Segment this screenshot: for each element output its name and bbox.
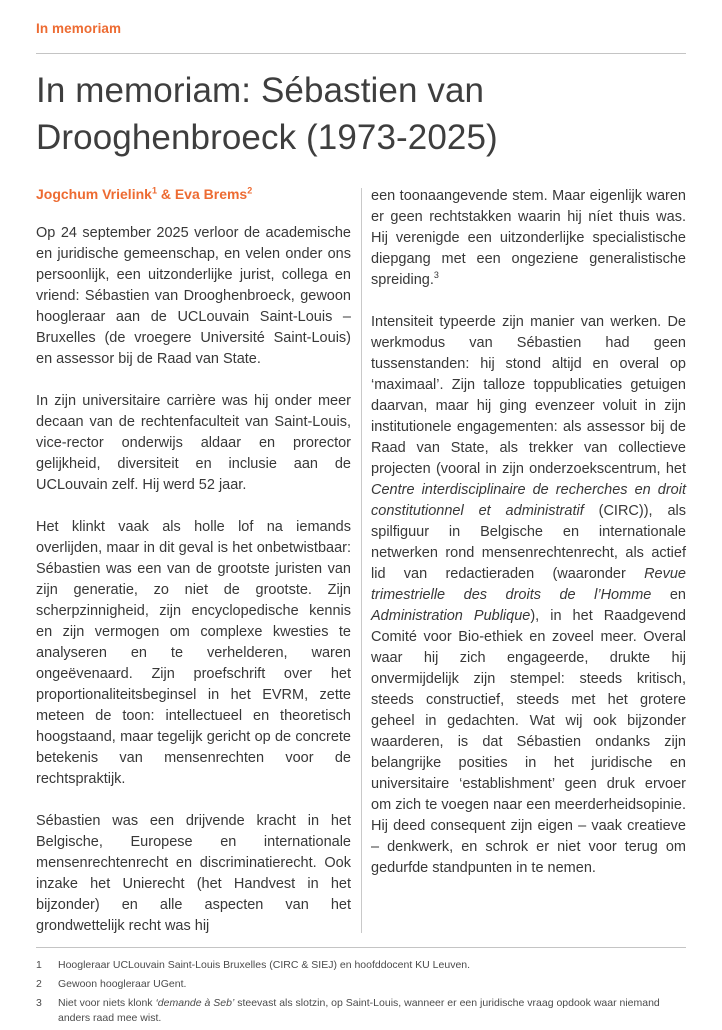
page-title: In memoriam: Sébastien van Drooghenbroeck (1973-2025) bbox=[36, 71, 498, 157]
footnotes-list bbox=[36, 958, 686, 1026]
footnote-text bbox=[58, 958, 686, 973]
footnote bbox=[36, 977, 686, 992]
paragraph bbox=[371, 312, 686, 879]
author-name-1: Jogchum Vrielink bbox=[36, 186, 152, 202]
column-divider bbox=[361, 188, 362, 933]
footnote-number: 2 bbox=[36, 978, 42, 990]
author-name-2: Eva Brems bbox=[174, 186, 248, 202]
text-run: Op 24 september 2025 verloor de academische en juridische gemeenschap, en velen onder ons persoonlijk, een uitzonderlijke jurist, collega en vriend: Sébastien van Drooghenbroeck, gewoon hoogleraar aan de UCLouvain Saint-Louis – Bruxelles (de vroegere Université Saint-Louis) en assessor bij de Raad van State. bbox=[36, 225, 351, 367]
left-column-paragraphs bbox=[36, 223, 351, 937]
text-run: steevast als slotzin, op Saint-Louis, wanneer er een juridische vraag opdook waar niemand anders raad mee wist. bbox=[58, 997, 660, 1024]
right-column-paragraphs bbox=[371, 186, 686, 879]
footnote-ref: 3 bbox=[433, 270, 439, 281]
byline bbox=[36, 186, 351, 202]
article-body bbox=[36, 186, 686, 937]
text-run: In zijn universitaire carrière was hij onder meer decaan van de rechtenfaculteit van Saint-Louis, vice-rector onderwijs aldaar en prorector gelijkheid, diversiteit en inclusie aan de UCLouvain zelf. Hij werd 52 jaar. bbox=[36, 393, 351, 493]
text-run: Niet voor niets klonk bbox=[58, 997, 156, 1009]
italic-text: Administration Publique bbox=[371, 608, 531, 624]
text-run: Hoogleraar UCLouvain Saint-Louis Bruxelles (CIRC & SIEJ) en hoofddocent KU Leuven. bbox=[58, 959, 471, 971]
byline-separator: & bbox=[156, 186, 175, 202]
footnote-text bbox=[58, 977, 686, 992]
footnotes-divider bbox=[36, 947, 686, 948]
italic-text: ‘demande à Seb’ bbox=[155, 997, 235, 1009]
left-column bbox=[36, 186, 351, 937]
italic-text: Centre interdisciplinaire de recherches en droit constitutionnel et administratif bbox=[371, 482, 686, 519]
right-column bbox=[371, 186, 686, 937]
footnote-number: 1 bbox=[36, 959, 42, 971]
paragraph bbox=[36, 811, 351, 937]
paragraph bbox=[371, 186, 686, 291]
paragraph bbox=[36, 223, 351, 370]
text-run: Het klinkt vaak als holle lof na iemands overlijden, maar in dit geval is het onbetwistbaar: Sébastien was een van de grootste juristen van zijn generatie, zo niet de grootste. Zijn scherpzinnigheid, zijn encyclopedische kennis en zijn vermogen om complexe kwesties te analyseren en te verhelderen, waren ongeëvenaard. Zijn proefschrift over het proportionaliteitsbeginsel in het EVRM, zette meteen de toon: intellectueel en theoretisch hoogstaand, maar tegelijk gericht op de concrete betekenis van mensenrechten voor de rechtspraktijk. bbox=[36, 519, 351, 787]
paragraph bbox=[36, 517, 351, 790]
text-run: (CIRC)), als spilfiguur in Belgische en internationale netwerken rond mensenrechtenrecht, als actief lid van redactieraden (waaronder bbox=[371, 503, 686, 582]
text-run: en bbox=[651, 587, 686, 603]
text-run: Sébastien was een drijvende kracht in het Belgische, Europese en internationale mensenrechtenrecht en discriminatierecht. Ook inzake het Unierecht (het Handvest in het bijzonder) en alle aspecten van het grondwettelijk recht was hij bbox=[36, 813, 351, 934]
footnote-ref-author-2: 2 bbox=[247, 185, 253, 196]
text-run: Gewoon hoogleraar UGent. bbox=[58, 978, 187, 990]
text-run: Intensiteit typeerde zijn manier van werken. De werkmodus van Sébastien had geen tussenstanden: hij stond altijd en overal op ‘maximaal’. Zijn talloze toppublicaties getuigen daarvan, maar hij ging evenzeer voluit in zijn institutionele engagementen: als assessor bij de Raad van State, als trekker van collectieve projecten (vooral in zijn onderzoekscentrum, het bbox=[371, 314, 686, 477]
header-divider bbox=[36, 53, 686, 54]
paragraph bbox=[36, 391, 351, 496]
italic-text: Revue trimestrielle des droits de l’Homme bbox=[371, 566, 686, 603]
footnote-ref-author-1: 1 bbox=[151, 185, 157, 196]
footnote-text bbox=[58, 996, 686, 1026]
footnotes-section bbox=[36, 937, 686, 1030]
text-run: ), in het Raadgevend Comité voor Bio-ethiek en zoveel meer. Overal waar hij zich engageerde, drukte hij onvermijdelijk zijn stempel: steeds kritisch, steeds constructief, steeds met het grotere geheel in gedachten. Wat wij ook bijzonder waarderen, is dat Sébastien ondanks zijn belangrijke posities in het juridische en universitaire ‘establishment’ geen druk ervoer om zich te voegen naar een meerderheidsopinie. Hij deed consequent zijn eigen – vaak creatieve – denkwerk, en schrok er niet voor terug om gedurfde standpunten in te nemen. bbox=[371, 608, 686, 876]
text-run: een toonaangevende stem. Maar eigenlijk waren er geen rechtstakken waarin hij níet thuis was. Hij verenigde een uitzonderlijke specialistische diepgang met een ongeziene generalistische spreiding. bbox=[371, 188, 686, 288]
article-category-label: In memoriam bbox=[36, 21, 122, 36]
footnote-number: 3 bbox=[36, 997, 42, 1009]
footnote bbox=[36, 996, 686, 1026]
footnote bbox=[36, 958, 686, 973]
